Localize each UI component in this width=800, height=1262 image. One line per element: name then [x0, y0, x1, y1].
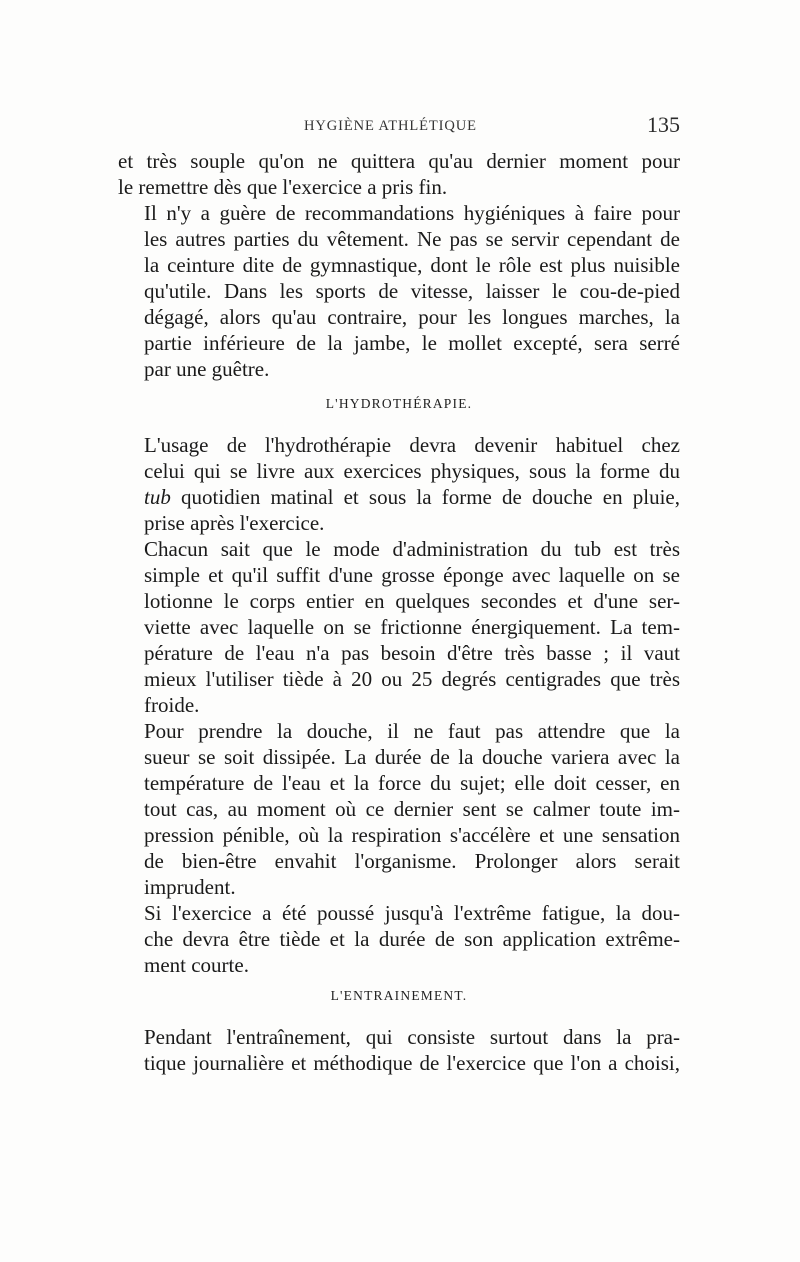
text-line: lotionne le corps entier en quelques secondes et d'une ser- — [144, 589, 680, 613]
text-line: dégagé, alors qu'au contraire, pour les longues marches, la — [144, 305, 680, 329]
text-line: imprudent. — [144, 875, 236, 899]
paragraph-5 — [118, 718, 680, 900]
text-line: mieux l'utiliser tiède à 20 ou 25 degrés centigrades que très — [144, 667, 680, 691]
text-line: et très souple qu'on ne quittera qu'au dernier moment pour — [118, 149, 680, 173]
text-line: le remettre dès que l'exercice a pris fin. — [118, 175, 448, 199]
text-line: L'usage de l'hydrothérapie devra devenir habituel chez — [144, 433, 680, 457]
text-line: che devra être tiède et la durée de son application extrême- — [144, 927, 680, 951]
running-title: HYGIÈNE ATHLÉTIQUE — [304, 118, 477, 134]
section-heading-entrainement: L'ENTRAINEMENT. — [330, 988, 468, 1003]
text-line: viette avec laquelle on se frictionne énergiquement. La tem- — [144, 615, 680, 639]
paragraph-1 — [118, 148, 680, 200]
text-line: Pendant l'entraînement, qui consiste surtout dans la pra- — [144, 1025, 680, 1049]
text-line: Chacun sait que le mode d'administration du tub est très — [144, 537, 680, 561]
text-line: par une guêtre. — [144, 357, 270, 381]
paragraph-4 — [118, 536, 680, 718]
text-line: de bien-être envahit l'organisme. Prolonger alors serait — [144, 849, 680, 873]
text-line: ment courte. — [144, 953, 249, 977]
body-text — [118, 148, 680, 1076]
text-fragment: quotidien matinal et sous la forme de douche en pluie, — [170, 485, 680, 509]
text-line: qu'utile. Dans les sports de vitesse, laisser le cou-de-pied — [144, 279, 680, 303]
page-number: 135 — [647, 112, 680, 137]
text-line: simple et qu'il suffit d'une grosse éponge avec laquelle on se — [144, 563, 680, 587]
text-line: Si l'exercice a été poussé jusqu'à l'extrême fatigue, la dou- — [144, 901, 680, 925]
italic-word-tub: tub — [144, 485, 171, 509]
text-line: prise après l'exercice. — [144, 511, 325, 535]
text-line: Il n'y a guère de recommandations hygiéniques à faire pour — [144, 201, 680, 225]
section-heading-hydrotherapie: L'HYDROTHÉRAPIE. — [325, 396, 473, 411]
text-line: température de l'eau et la force du sujet; elle doit cesser, en — [144, 771, 680, 795]
paragraph-2 — [118, 200, 680, 382]
text-line: pression pénible, où la respiration s'accélère et une sensation — [144, 823, 680, 847]
paragraph-3 — [118, 432, 680, 536]
text-line: tique journalière et méthodique de l'exercice que l'on a choisi, — [144, 1051, 680, 1075]
text-line: pérature de l'eau n'a pas besoin d'être très basse ; il vaut — [144, 641, 680, 665]
text-line: la ceinture dite de gymnastique, dont le rôle est plus nuisible — [144, 253, 680, 277]
text-line: partie inférieure de la jambe, le mollet excepté, sera serré — [144, 331, 680, 355]
text-line: les autres parties du vêtement. Ne pas se servir cependant de — [144, 227, 680, 251]
text-line: celui qui se livre aux exercices physiques, sous la forme du — [144, 459, 680, 483]
running-header — [118, 112, 680, 142]
text-line: Pour prendre la douche, il ne faut pas attendre que la — [144, 719, 680, 743]
text-line: froide. — [144, 693, 200, 717]
text-line: tout cas, au moment où ce dernier sent se calmer toute im- — [144, 797, 680, 821]
paragraph-6 — [118, 900, 680, 978]
text-line: sueur se soit dissipée. La durée de la douche variera avec la — [144, 745, 680, 769]
text-line — [118, 484, 680, 510]
paragraph-7 — [118, 1024, 680, 1076]
